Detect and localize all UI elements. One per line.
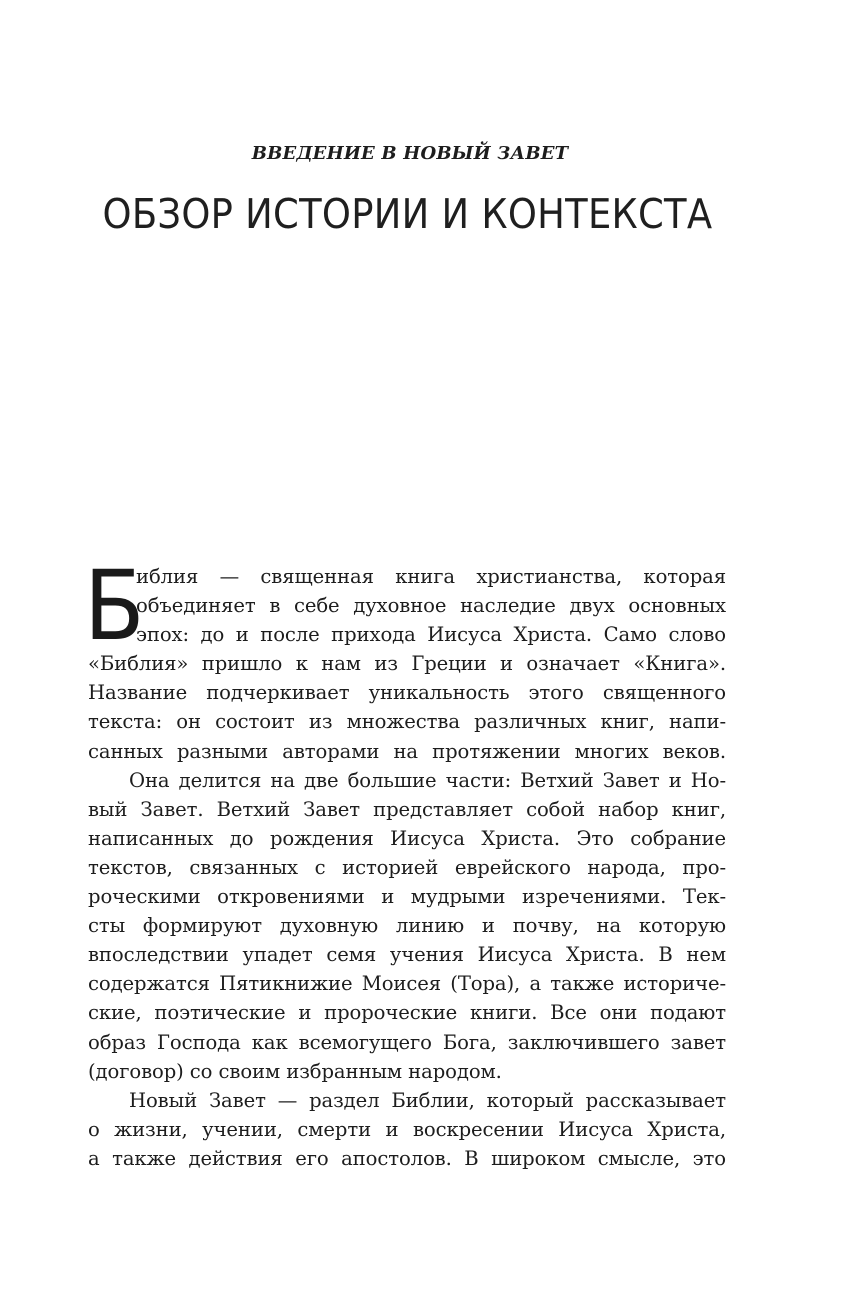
text-line: эпох: до и после прихода Иисуса Христа. Само слово [136, 623, 726, 647]
text-line: санных разными авторами на протяжении многих веков. [88, 739, 726, 763]
text-line: ские, поэтические и пророческие книги. Все они подают [88, 1001, 726, 1025]
text-line: текстов, связанных с историей еврейского народа, про- [88, 855, 726, 879]
text-line: а также действия его апостолов. В широком смысле, это [88, 1146, 726, 1170]
text-line: иблия — священная книга христианства, которая [136, 565, 726, 588]
text-line: впоследствии упадет семя учения Иисуса Христа. В нем [88, 943, 726, 967]
section-kicker: ВВЕДЕНИЕ В НОВЫЙ ЗАВЕТ [251, 143, 569, 164]
body-text [84, 550, 726, 1173]
chapter-title: ОБЗОР ИСТОРИИ И КОНТЕКСТА [102, 190, 713, 238]
paragraph-1 [88, 562, 726, 766]
paragraph-3 [88, 1086, 726, 1173]
text-line: Новый Завет — раздел Библии, который рассказывает [129, 1088, 726, 1112]
text-line: (договор) со своим избранным народом. [88, 1059, 502, 1083]
text-line: «Библия» пришло к нам из Греции и означает «Книга». [88, 652, 726, 676]
text-line: образ Господа как всемогущего Бога, заключившего завет [88, 1030, 726, 1054]
text-line: Название подчеркивает уникальность этого священного [88, 681, 726, 705]
text-line: объединяет в себе духовное наследие двух основных [136, 594, 726, 618]
drop-cap: Б [84, 550, 145, 662]
text-line: Она делится на две большие части: Ветхий Завет и Но- [129, 768, 726, 792]
text-line: написанных до рождения Иисуса Христа. Это собрание [88, 826, 726, 850]
text-line: вый Завет. Ветхий Завет представляет собой набор книг, [88, 797, 726, 821]
text-line: роческими откровениями и мудрыми изречениями. Тек- [88, 885, 726, 909]
text-line: о жизни, учении, смерти и воскресении Иисуса Христа, [88, 1117, 726, 1141]
text-line: текста: он состоит из множества различных книг, напи- [88, 710, 726, 734]
paragraph-2 [88, 766, 726, 1086]
text-line: содержатся Пятикнижие Моисея (Тора), а также историче- [88, 972, 726, 996]
text-line: сты формируют духовную линию и почву, на которую [88, 914, 726, 938]
